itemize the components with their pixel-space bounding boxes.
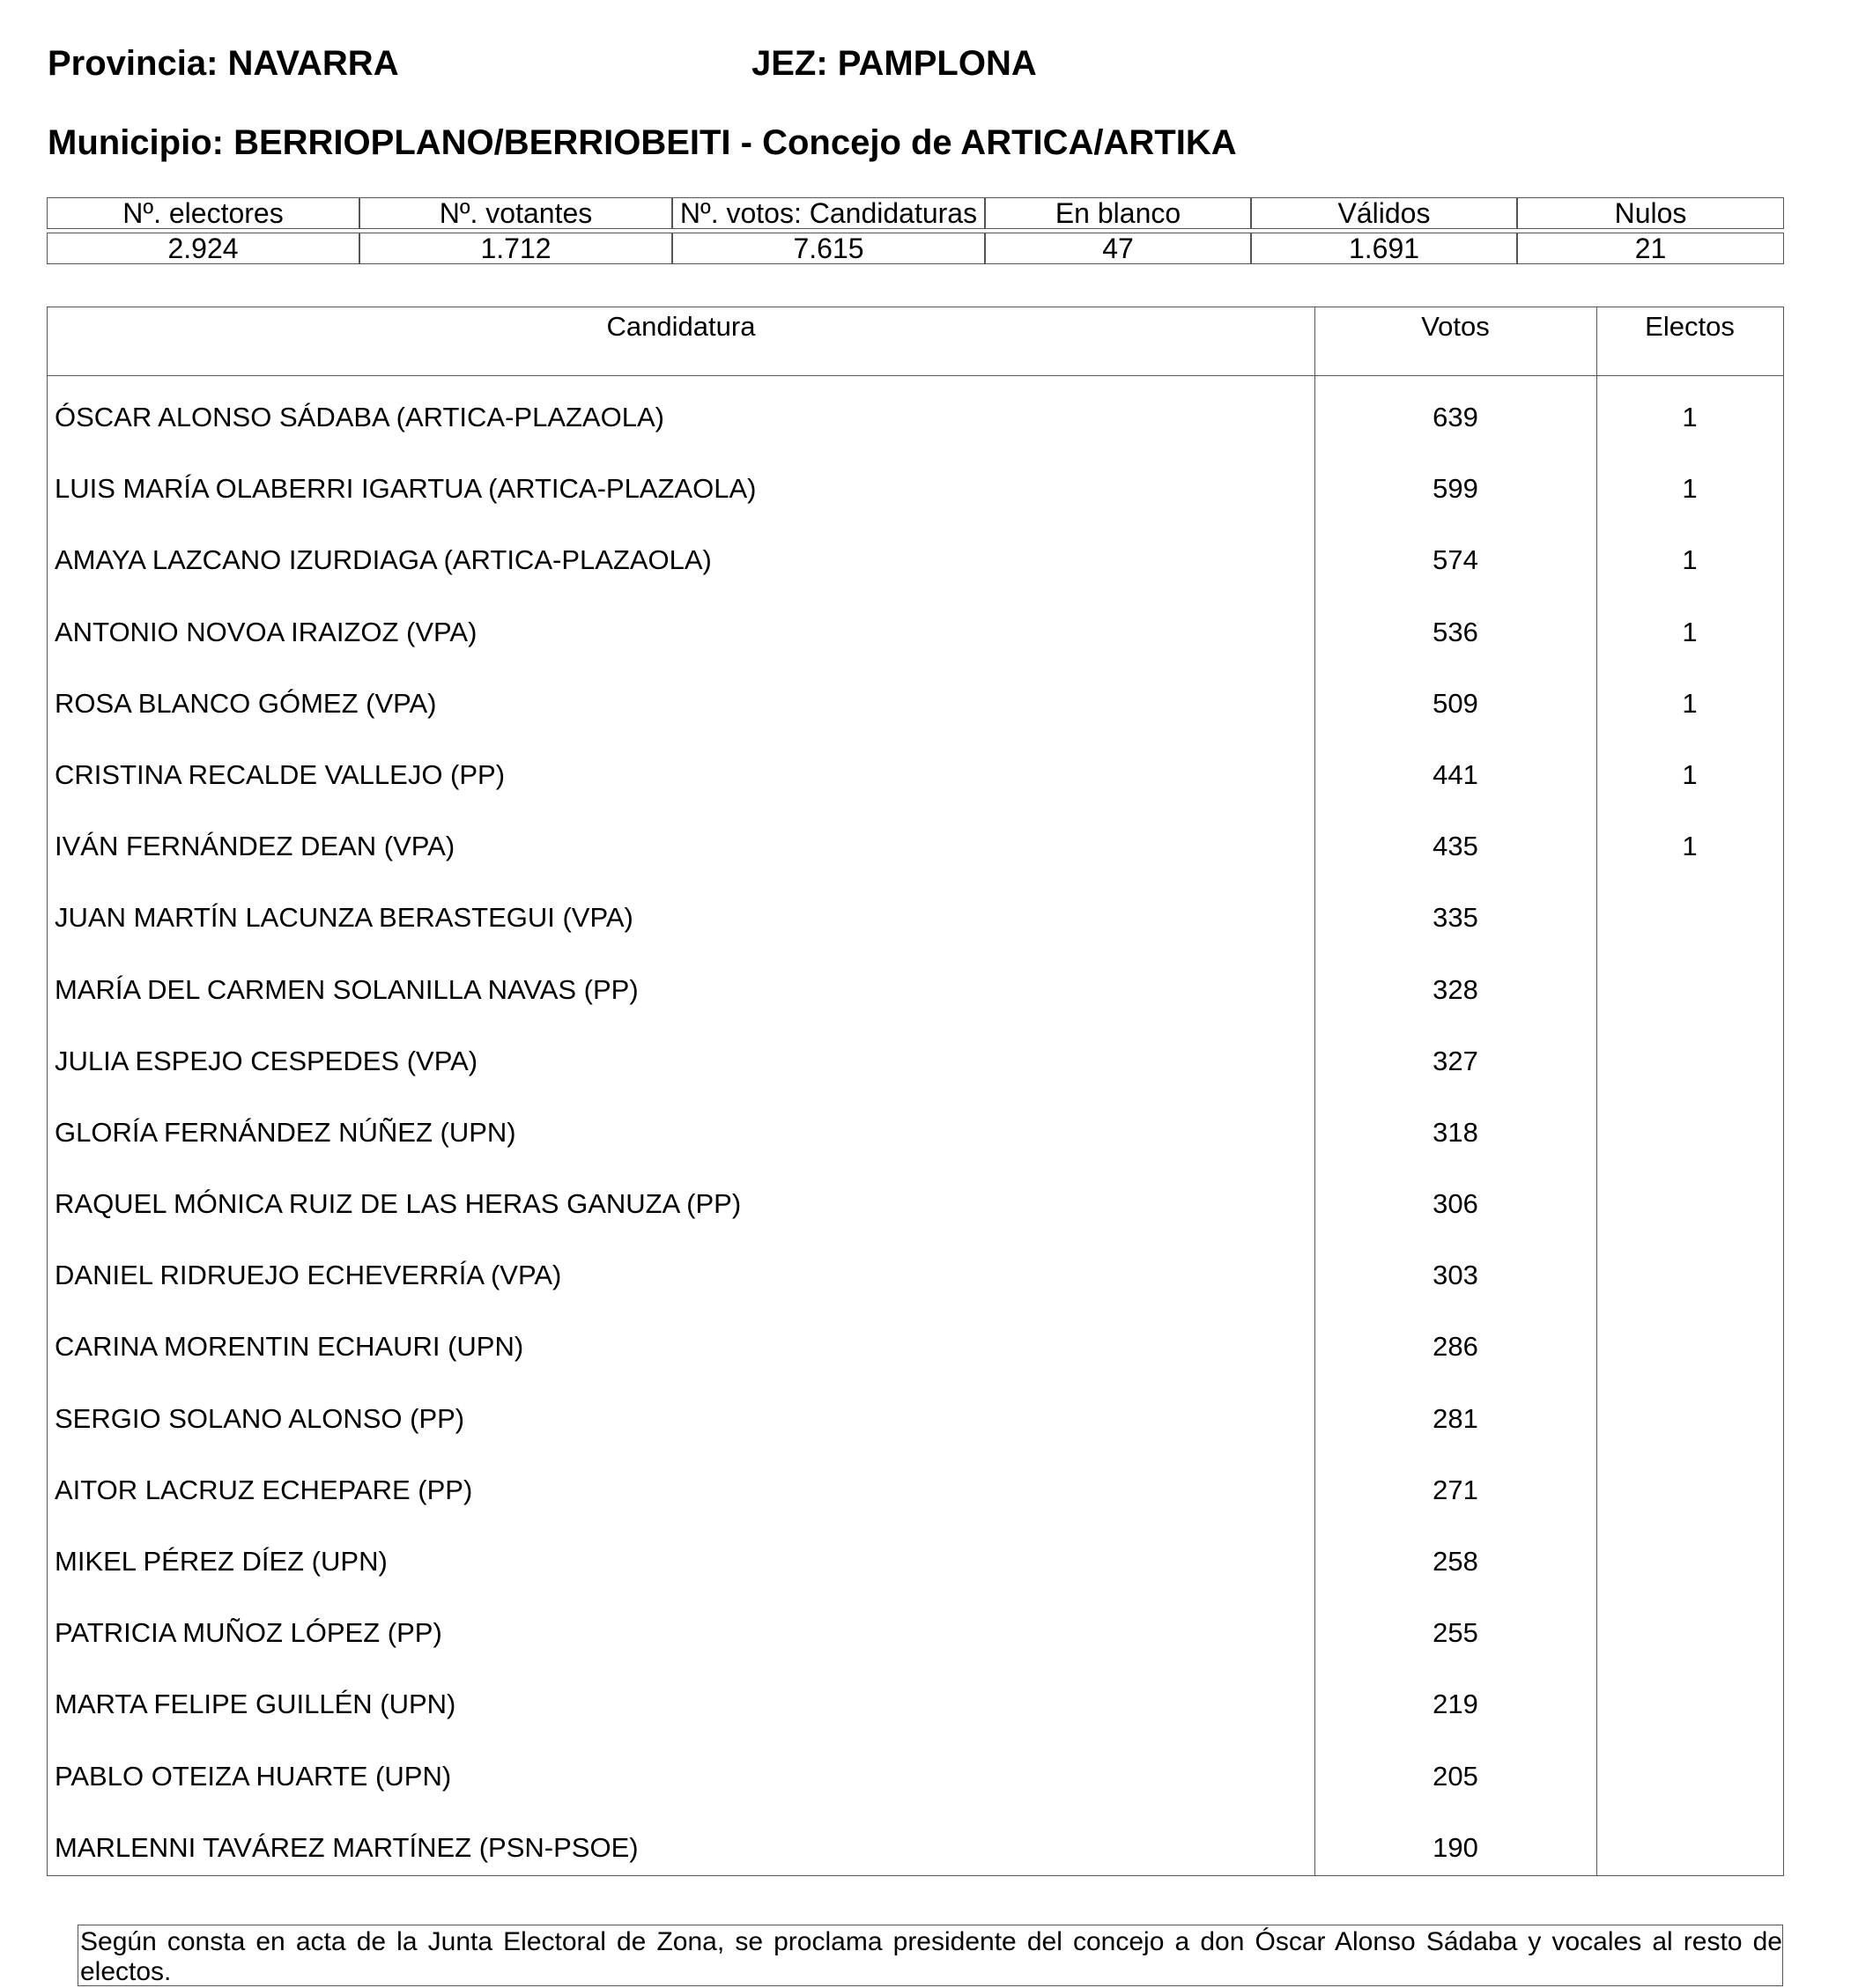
summary-value-en-blanco: 47 bbox=[985, 233, 1251, 264]
candidate-name: AMAYA LAZCANO IZURDIAGA (ARTICA-PLAZAOLA) bbox=[55, 544, 712, 576]
candidate-votes: 190 bbox=[1433, 1831, 1478, 1863]
table-row bbox=[48, 1039, 1783, 1111]
table-row bbox=[48, 467, 1783, 538]
candidate-votes: 303 bbox=[1433, 1260, 1478, 1291]
table-row bbox=[48, 896, 1783, 967]
candidate-name: PATRICIA MUÑOZ LÓPEZ (PP) bbox=[55, 1617, 442, 1649]
candidate-elected: 1 bbox=[1682, 473, 1698, 505]
candidate-votes: 255 bbox=[1433, 1617, 1478, 1649]
candidate-votes: 258 bbox=[1433, 1546, 1478, 1577]
candidate-votes: 536 bbox=[1433, 616, 1478, 647]
summary-header-en-blanco: En blanco bbox=[985, 197, 1251, 229]
table-row bbox=[48, 1111, 1783, 1182]
candidate-name: ROSA BLANCO GÓMEZ (VPA) bbox=[55, 687, 437, 719]
candidate-votes: 639 bbox=[1433, 402, 1478, 432]
table-row bbox=[48, 1540, 1783, 1611]
candidate-elected: 1 bbox=[1682, 616, 1698, 647]
candidate-name: JULIA ESPEJO CESPEDES (VPA) bbox=[55, 1045, 478, 1076]
candidate-name: GLORÍA FERNÁNDEZ NÚÑEZ (UPN) bbox=[55, 1116, 516, 1148]
candidate-votes: 327 bbox=[1433, 1045, 1478, 1076]
candidate-name: CARINA MORENTIN ECHAURI (UPN) bbox=[55, 1331, 524, 1363]
candidate-name: MARLENNI TAVÁREZ MARTÍNEZ (PSN-PSOE) bbox=[55, 1831, 639, 1863]
candidate-votes: 318 bbox=[1433, 1116, 1478, 1148]
candidate-votes: 509 bbox=[1433, 687, 1478, 719]
candidate-votes: 281 bbox=[1433, 1402, 1478, 1434]
table-row bbox=[48, 538, 1783, 610]
candidate-name: AITOR LACRUZ ECHEPARE (PP) bbox=[55, 1474, 473, 1505]
candidate-name: DANIEL RIDRUEJO ECHEVERRÍA (VPA) bbox=[55, 1260, 562, 1291]
candidate-votes: 205 bbox=[1433, 1760, 1478, 1792]
table-row bbox=[48, 1611, 1783, 1682]
summary-value-votos-candidaturas: 7.615 bbox=[672, 233, 985, 264]
candidate-name: ÓSCAR ALONSO SÁDABA (ARTICA-PLAZAOLA) bbox=[55, 402, 664, 432]
candidate-votes: 328 bbox=[1433, 973, 1478, 1005]
table-row bbox=[48, 395, 1783, 467]
summary-header-votos-candidaturas: Nº. votos: Candidaturas bbox=[672, 197, 985, 229]
summary-value-votantes: 1.712 bbox=[359, 233, 672, 264]
municipio-title: Municipio: BERRIOPLANO/BERRIOBEITI - Concejo de ARTICA/ARTIKA bbox=[48, 123, 1237, 162]
candidate-elected: 1 bbox=[1682, 402, 1698, 432]
candidate-name: ANTONIO NOVOA IRAIZOZ (VPA) bbox=[55, 616, 478, 647]
summary-table bbox=[47, 197, 1784, 264]
jez-label: JEZ: PAMPLONA bbox=[751, 44, 1037, 83]
header-electos: Electos bbox=[1645, 311, 1735, 342]
summary-header-votantes: Nº. votantes bbox=[359, 197, 672, 229]
candidate-votes: 335 bbox=[1433, 902, 1478, 934]
candidate-votes: 435 bbox=[1433, 831, 1478, 862]
summary-header-nulos: Nulos bbox=[1517, 197, 1784, 229]
candidate-elected: 1 bbox=[1682, 544, 1698, 576]
table-row bbox=[48, 1253, 1783, 1325]
candidate-votes: 306 bbox=[1433, 1188, 1478, 1220]
table-row bbox=[48, 1468, 1783, 1540]
proclamation-note: Según consta en acta de la Junta Electoral de Zona, se proclama presidente del concejo a don Óscar Alonso Sádaba y vocales al resto de electos. bbox=[78, 1925, 1783, 1986]
table-row bbox=[48, 824, 1783, 896]
summary-header-validos: Válidos bbox=[1251, 197, 1517, 229]
candidate-votes: 219 bbox=[1433, 1689, 1478, 1720]
candidate-votes: 574 bbox=[1433, 544, 1478, 576]
candidates-table bbox=[47, 307, 1784, 1876]
candidate-name: MARTA FELIPE GUILLÉN (UPN) bbox=[55, 1689, 456, 1720]
candidate-votes: 271 bbox=[1433, 1474, 1478, 1505]
summary-header-row bbox=[47, 197, 1784, 229]
summary-values-row bbox=[47, 233, 1784, 264]
table-row bbox=[48, 1826, 1783, 1897]
candidate-name: PABLO OTEIZA HUARTE (UPN) bbox=[55, 1760, 452, 1792]
summary-value-validos: 1.691 bbox=[1251, 233, 1517, 264]
candidate-elected: 1 bbox=[1682, 687, 1698, 719]
table-row bbox=[48, 1397, 1783, 1468]
table-row bbox=[48, 753, 1783, 824]
table-row bbox=[48, 682, 1783, 753]
candidate-name: SERGIO SOLANO ALONSO (PP) bbox=[55, 1402, 465, 1434]
candidate-votes: 599 bbox=[1433, 473, 1478, 505]
candidate-name: JUAN MARTÍN LACUNZA BERASTEGUI (VPA) bbox=[55, 902, 633, 934]
candidate-name: CRISTINA RECALDE VALLEJO (PP) bbox=[55, 758, 506, 790]
candidate-votes: 441 bbox=[1433, 758, 1478, 790]
header-votos: Votos bbox=[1421, 311, 1490, 342]
summary-header-electores: Nº. electores bbox=[47, 197, 359, 229]
candidate-name: IVÁN FERNÁNDEZ DEAN (VPA) bbox=[55, 831, 455, 862]
summary-value-nulos: 21 bbox=[1517, 233, 1784, 264]
table-row bbox=[48, 1755, 1783, 1826]
table-row bbox=[48, 968, 1783, 1039]
table-row bbox=[48, 1182, 1783, 1253]
candidate-name: RAQUEL MÓNICA RUIZ DE LAS HERAS GANUZA (PP) bbox=[55, 1188, 742, 1220]
candidate-name: MARÍA DEL CARMEN SOLANILLA NAVAS (PP) bbox=[55, 973, 639, 1005]
table-row bbox=[48, 1325, 1783, 1396]
candidate-rows bbox=[48, 395, 1783, 1897]
candidate-name: LUIS MARÍA OLABERRI IGARTUA (ARTICA-PLAZAOLA) bbox=[55, 473, 757, 505]
table-row bbox=[48, 610, 1783, 682]
summary-value-electores: 2.924 bbox=[47, 233, 359, 264]
candidate-votes: 286 bbox=[1433, 1331, 1478, 1363]
provincia-label: Provincia: NAVARRA bbox=[48, 44, 399, 83]
table-row bbox=[48, 1682, 1783, 1754]
candidate-name: MIKEL PÉREZ DÍEZ (UPN) bbox=[55, 1546, 388, 1577]
candidate-elected: 1 bbox=[1682, 831, 1698, 862]
candidate-elected: 1 bbox=[1682, 758, 1698, 790]
header-candidatura: Candidatura bbox=[606, 311, 756, 342]
